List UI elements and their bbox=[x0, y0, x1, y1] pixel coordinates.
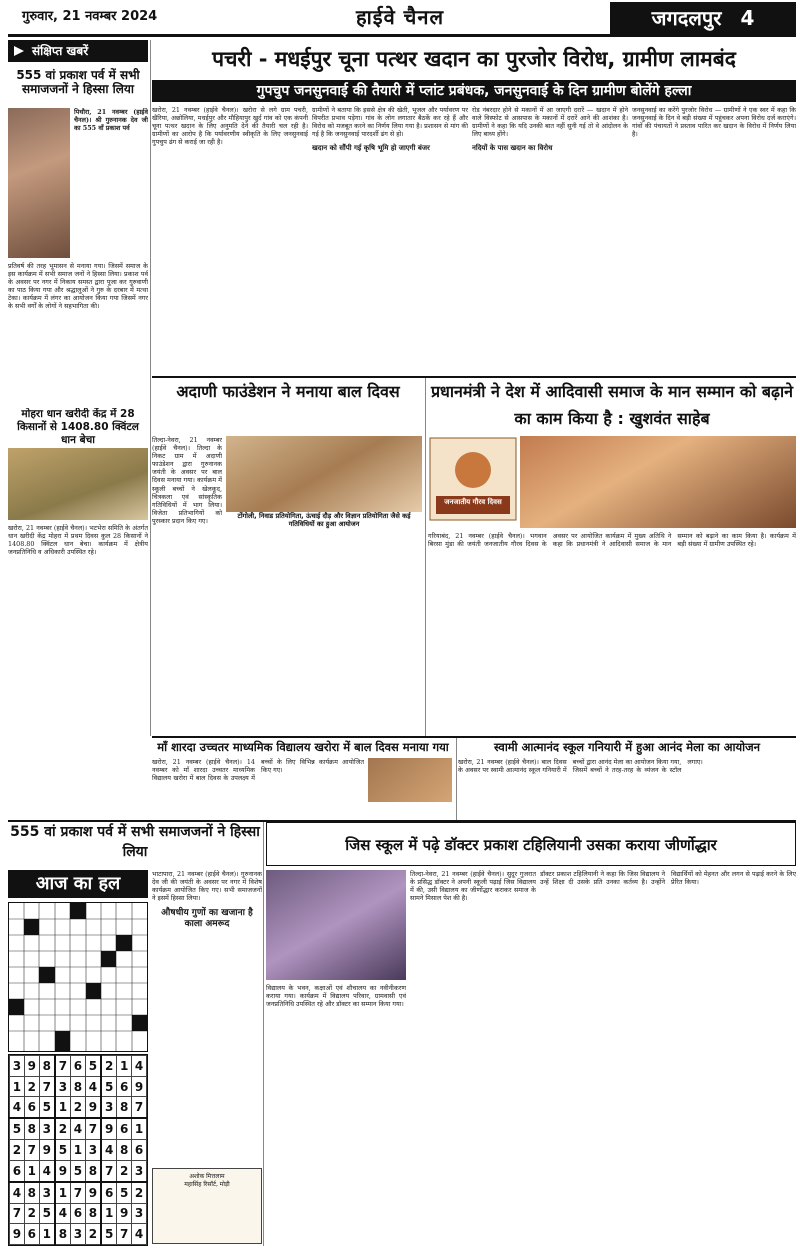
sudoku-cell: 4 bbox=[101, 1140, 117, 1161]
sudoku-cell: 2 bbox=[132, 1182, 147, 1203]
school3-col0: विद्यालय के भवन, कक्षाओं एवं शौचालय का नवीनीकरण कराया गया। कार्यक्रम में विद्यालय परिवार, ग्रामवासी एवं जनप्रतिनिधि उपस्थित रहे और डॉक्टर का सम्मान किया गया। bbox=[266, 984, 406, 1009]
newspaper-brand: हाईवे चैनल bbox=[355, 5, 445, 29]
d555-subheading: औषधीय गुणों का खजाना है काला अमरूद bbox=[161, 908, 253, 930]
sudoku-cell: 4 bbox=[71, 1118, 86, 1139]
sudoku-cell: 3 bbox=[10, 1056, 25, 1077]
sudoku-cell: 5 bbox=[85, 1056, 101, 1077]
sudoku-row bbox=[10, 1140, 147, 1161]
sidebar-photo2 bbox=[8, 448, 148, 520]
page-number: 4 bbox=[740, 6, 755, 30]
sidebar-story2-title: मोहरा धान खरीदी केंद्र में 28 किसानों से 1408.80 क्विंटल धान बेचा bbox=[17, 408, 139, 444]
sudoku-cell: 1 bbox=[39, 1224, 55, 1245]
sudoku-cell: 8 bbox=[117, 1140, 132, 1161]
sudoku-cell: 2 bbox=[55, 1118, 71, 1139]
sudoku-cell: 1 bbox=[10, 1076, 25, 1097]
sudoku-cell: 6 bbox=[71, 1056, 86, 1077]
sudoku-cell: 3 bbox=[55, 1076, 71, 1097]
pm-body: गरियाबंद, 21 नवम्बर (हाईवे चैनल)। भगवान बिरसा मुंडा की जयंती जनजातीय गौरव दिवस के अवसर पर आयोजित कार्यक्रम में मुख्य अतिथि ने कहा कि प्रधानमंत्री ने आदिवासी समाज के मान सम्मान को बढ़ाने का काम किया है। कार्यक्रम में बड़ी संख्या में ग्रामीण उपस्थित रहे। bbox=[428, 532, 796, 549]
lead-column-1: खरोरा, 21 नवम्बर (हाईवे चैनल)। खरोरा से लगे ग्राम पचरी, खैरिया, अछोलिया, मधईपुर और मौहियापुर खुर्द गांव को एक कंपनी चूना पत्थर खदान के लिए अनुमति देने की तैयारी चल रही है। ग्रामीणों का आरोप है कि पर्यावरणीय स्वीकृति के लिए जनसुनवाई गुपचुप ढंग से कराई जा रही है। bbox=[152, 106, 308, 147]
column-rule bbox=[425, 378, 426, 736]
sudoku-cell: 9 bbox=[24, 1056, 39, 1077]
sudoku-cell: 4 bbox=[39, 1160, 55, 1181]
sudoku-cell: 1 bbox=[101, 1203, 117, 1224]
sudoku-cell: 8 bbox=[71, 1076, 86, 1097]
column-rule bbox=[456, 738, 457, 820]
sudoku-cell: 2 bbox=[117, 1160, 132, 1181]
sudoku-row bbox=[10, 1056, 147, 1077]
lead-subhead: गुपचुप जनसुनवाई की तैयारी में प्लांट प्रबंधक, जनसुनवाई के दिन ग्रामीण बोलेंगे हल्ला bbox=[152, 80, 796, 102]
sudoku-cell: 8 bbox=[55, 1224, 71, 1245]
sudoku-cell: 9 bbox=[101, 1118, 117, 1139]
event-banner bbox=[428, 436, 518, 522]
sudoku-cell: 7 bbox=[55, 1056, 71, 1077]
masthead-rule bbox=[8, 34, 796, 37]
school1-body: खरोरा, 21 नवम्बर (हाईवे चैनल)। 14 नवम्बर को माँ शारदा उच्चतर माध्यमिक विद्यालय खरोरा में बाल दिवस के उपलक्ष्य में बच्चों के लिए विभिन्न कार्यक्रम आयोजित किए गए। bbox=[152, 758, 364, 783]
sudoku-cell: 9 bbox=[85, 1182, 101, 1203]
sudoku-cell: 2 bbox=[24, 1203, 39, 1224]
sudoku-cell: 1 bbox=[132, 1118, 147, 1139]
sudoku-cell: 5 bbox=[117, 1182, 132, 1203]
brief-news-header: संक्षिप्त खबरें bbox=[8, 40, 148, 62]
sudoku-cell: 1 bbox=[55, 1182, 71, 1203]
sudoku-cell: 3 bbox=[85, 1140, 101, 1161]
sudoku-row bbox=[10, 1160, 147, 1181]
sudoku-cell: 9 bbox=[132, 1076, 147, 1097]
sudoku-cell: 4 bbox=[132, 1224, 147, 1245]
sudoku-cell: 1 bbox=[117, 1056, 132, 1077]
school3-headline: जिस स्कूल में पढ़े डॉक्टर प्रकाश टहिलियानी उसका कराया जीर्णोद्धार bbox=[266, 822, 796, 866]
lead-subheading-1: खदान को सौंपी गई कृषि भूमि हो जाएगी बंजर bbox=[312, 144, 430, 153]
sudoku-cell: 7 bbox=[85, 1118, 101, 1139]
sudoku-row bbox=[10, 1203, 147, 1224]
sudoku-cell: 1 bbox=[24, 1160, 39, 1181]
edition-city-name: जगदलपुर bbox=[651, 6, 722, 30]
sudoku-row bbox=[10, 1224, 147, 1245]
sudoku-cell: 3 bbox=[39, 1118, 55, 1139]
sudoku-cell: 5 bbox=[39, 1097, 55, 1118]
lead-column-2: ग्रामीणों ने बताया कि इससे क्षेत्र की खेती, भूजल और पर्यावरण पर विपरीत प्रभाव पड़ेगा। गांव के लोग लगातार बैठकें कर रहे हैं और विरोध को मजबूत करने का निर्णय लिया गया है। प्रशासन से मांग की गई है कि जनसुनवाई पारदर्शी ढंग से हो। खदान को सौंपी गई कृषि भूमि हो जाएगी बंजर bbox=[312, 106, 468, 153]
sudoku-row bbox=[10, 1118, 147, 1139]
sudoku-cell: 7 bbox=[24, 1140, 39, 1161]
advertisement: अशोक मित्तलाम महासिंह रिसॉर्ट, मोड़ी bbox=[152, 1168, 262, 1244]
school1-headline: माँ शारदा उच्चतर माध्यमिक विद्यालय खरोरा में बाल दिवस मनाया गया bbox=[157, 740, 449, 754]
sudoku-cell: 4 bbox=[55, 1203, 71, 1224]
event-banner-title: जनजातीय गौरव दिवस bbox=[444, 498, 502, 506]
edition-city bbox=[610, 2, 796, 34]
sudoku-cell: 6 bbox=[101, 1182, 117, 1203]
sudoku-cell: 7 bbox=[117, 1224, 132, 1245]
sudoku-cell: 8 bbox=[85, 1203, 101, 1224]
sudoku-cell: 4 bbox=[132, 1056, 147, 1077]
sudoku-cell: 5 bbox=[101, 1076, 117, 1097]
school3-photo bbox=[266, 870, 406, 980]
sudoku-table bbox=[9, 1055, 147, 1245]
sudoku-cell: 3 bbox=[39, 1182, 55, 1203]
sidebar-story-body: प्रतिवर्ष की तरह भूमासन से मनाया गया। जिसमें समाज के इस कार्यक्रम में सभी समाज जनों ने हिस्सा लिया। प्रकाश पर्व के अवसर पर नगर में निकाय समस्त द्वारा पूजा कर गुरुवाणी का पाठ किया गया और श्रद्धालुओं ने गुरु के दरबार में मत्था टेका। कार्यक्रम में लंगर का आयोजन किया गया जिसमें नगर के सभी वर्गों के लोगों ने सहभागिता की। bbox=[8, 262, 148, 310]
sudoku-row bbox=[10, 1182, 147, 1203]
arrow-icon bbox=[14, 46, 24, 56]
sudoku-cell: 8 bbox=[24, 1118, 39, 1139]
sudoku-cell: 2 bbox=[24, 1076, 39, 1097]
sudoku-cell: 6 bbox=[117, 1076, 132, 1097]
sudoku-cell: 3 bbox=[71, 1224, 86, 1245]
sudoku-cell: 4 bbox=[10, 1182, 25, 1203]
lead-column-3: रोड नंबरदार होने से मकानों में आ जाएगी दरारें — खदान में होने वाले विस्फोट से आसपास के मकानों में दरारें आने की आशंका है। ग्रामीणों ने कहा कि यदि उनकी बात नहीं सुनी गई तो वे आंदोलन के लिए बाध्य होंगे। नदियों के पास खदान का विरोध bbox=[472, 106, 628, 153]
adani-photo bbox=[226, 436, 422, 512]
pm-photo bbox=[520, 436, 796, 528]
sudoku-cell: 9 bbox=[55, 1160, 71, 1181]
pm-headline: प्रधानमंत्री ने देश में आदिवासी समाज के मान सम्मान को बढ़ाने का काम किया है : खुशवंत साहेब bbox=[430, 382, 794, 428]
sudoku-cell: 2 bbox=[71, 1097, 86, 1118]
d555-body: भाटापारा, 21 नवम्बर (हाईवे चैनल)। गुरुनानक देव जी की जयंती के अवसर पर नगर में विशेष कार्यक्रम आयोजित किए गए। सभी समाजजनों ने इसमें हिस्सा लिया। औषधीय गुणों का खजाना है काला अमरूद bbox=[152, 870, 262, 930]
sudoku-cell: 6 bbox=[117, 1118, 132, 1139]
sudoku-cell: 3 bbox=[132, 1203, 147, 1224]
sudoku-cell: 8 bbox=[85, 1160, 101, 1181]
sudoku-cell: 9 bbox=[39, 1140, 55, 1161]
lead-subheading-2: नदियों के पास खदान का विरोध bbox=[472, 144, 553, 153]
column-rule bbox=[263, 822, 264, 1246]
sudoku-cell: 7 bbox=[10, 1203, 25, 1224]
sidebar-photo bbox=[8, 108, 70, 258]
d555-headline: 555 वां प्रकाश पर्व में सभी समाजजनों ने हिस्सा लिया bbox=[10, 824, 260, 860]
sudoku-cell: 9 bbox=[117, 1203, 132, 1224]
sudoku-cell: 2 bbox=[10, 1140, 25, 1161]
sudoku-cell: 7 bbox=[39, 1076, 55, 1097]
sudoku-cell: 1 bbox=[55, 1097, 71, 1118]
sudoku-cell: 8 bbox=[24, 1182, 39, 1203]
column-rule bbox=[150, 40, 151, 736]
sudoku-cell: 7 bbox=[71, 1182, 86, 1203]
sudoku-cell: 2 bbox=[85, 1224, 101, 1245]
sudoku-cell: 5 bbox=[101, 1224, 117, 1245]
sudoku-cell: 6 bbox=[24, 1224, 39, 1245]
sudoku-cell: 5 bbox=[55, 1140, 71, 1161]
school2-headline: स्वामी आत्मानंद स्कूल गनियारी में हुआ आनंद मेला का आयोजन bbox=[493, 740, 761, 754]
sudoku-solution bbox=[8, 1054, 148, 1246]
sudoku-cell: 8 bbox=[39, 1056, 55, 1077]
school3-col1: तिल्दा-नेवरा, 21 नवम्बर (हाईवे चैनल)। सुदूर गुजरात के प्रसिद्ध डॉक्टर ने अपनी स्कूली पढ़ाई जिस विद्यालय में की, उसी विद्यालय का जीर्णोद्धार कराकर समाज के सामने मिसाल पेश की है। bbox=[410, 870, 536, 903]
aaj-ka-hal-header: आज का हल bbox=[8, 870, 148, 898]
lead-column-4: जनसुनवाई का करेंगे पुरजोर विरोध — ग्रामीणों ने एक स्वर में कहा कि जनसुनवाई के दिन वे बड़ी संख्या में पहुंचकर अपना विरोध दर्ज कराएंगे। गांवों की पंचायतों ने प्रस्ताव पारित कर खदान के विरोध में निर्णय लिया है। bbox=[632, 106, 796, 139]
sidebar-story-dateline: पिथौरा, 21 नवम्बर (हाईवे चैनल)। श्री गुरुनानक देव जी का 555 वाँ प्रकाश पर्व bbox=[74, 108, 148, 132]
school1-photo bbox=[368, 758, 452, 802]
school2-body: खरोरा, 21 नवम्बर (हाईवे चैनल)। बाल दिवस के अवसर पर स्वामी आत्मानंद स्कूल गनियारी में बच्चों द्वारा आनंद मेला का आयोजन किया गया, जिसमें बच्चों ने तरह-तरह के व्यंजन के स्टॉल लगाए। bbox=[458, 758, 703, 775]
sudoku-cell: 9 bbox=[85, 1097, 101, 1118]
sudoku-row bbox=[10, 1097, 147, 1118]
adani-headline: अदाणी फाउंडेशन ने मनाया बाल दिवस bbox=[176, 382, 400, 401]
sudoku-cell: 7 bbox=[132, 1097, 147, 1118]
sudoku-cell: 9 bbox=[10, 1224, 25, 1245]
sudoku-row bbox=[10, 1076, 147, 1097]
sudoku-cell: 5 bbox=[39, 1203, 55, 1224]
lead-headline: पचरी - मधईपुर चूना पत्थर खदान का पुरजोर विरोध, ग्रामीण लामबंद bbox=[212, 47, 736, 71]
crossword-grid bbox=[8, 902, 148, 1052]
school3-col2: डॉक्टर प्रकाश टहिलियानी ने कहा कि जिस विद्यालय ने उन्हें शिक्षा दी उसके प्रति उनका कर्तव्य है। उन्होंने विद्यार्थियों को मेहनत और लगन से पढ़ाई करने के लिए प्रेरित किया। bbox=[540, 870, 796, 887]
sudoku-cell: 5 bbox=[71, 1160, 86, 1181]
sidebar-story2-body: खरोरा, 21 नवम्बर (हाईवे चैनल)। भटभेरा समिति के अंतर्गत धान खरीदी केंद्र मोहरा में प्रथम दिवस कुल 28 किसानों ने 1408.80 क्विंटल धान बेचा। कार्यक्रम में क्षेत्रीय जनप्रतिनिधि व अधिकारी उपस्थित रहे। bbox=[8, 524, 148, 556]
sudoku-cell: 4 bbox=[85, 1076, 101, 1097]
sudoku-cell: 6 bbox=[10, 1160, 25, 1181]
sudoku-cell: 2 bbox=[101, 1056, 117, 1077]
sudoku-cell: 8 bbox=[117, 1097, 132, 1118]
sidebar-story-title: 555 वां प्रकाश पर्व में सभी समाजजनों ने हिस्सा लिया bbox=[16, 68, 140, 96]
sudoku-cell: 6 bbox=[132, 1140, 147, 1161]
sudoku-cell: 7 bbox=[101, 1160, 117, 1181]
issue-date: गुरुवार, 21 नवम्बर 2024 bbox=[22, 9, 158, 24]
adani-photo-caption: टोंगोली, निवाड प्रतियोगिता, ऊंचाई दौड़ और विज्ञान प्रतियोगिता जैसे कई गतिविधियों का हुआ आयोजन bbox=[237, 512, 411, 528]
sudoku-cell: 3 bbox=[132, 1160, 147, 1181]
sudoku-cell: 6 bbox=[24, 1097, 39, 1118]
sudoku-cell: 1 bbox=[71, 1140, 86, 1161]
sudoku-cell: 3 bbox=[101, 1097, 117, 1118]
sudoku-cell: 4 bbox=[10, 1097, 25, 1118]
sudoku-cell: 6 bbox=[71, 1203, 86, 1224]
adani-body-col1: तिल्दा-नेवरा, 21 नवम्बर (हाईवे चैनल)। तिल्दा के निकट ग्राम में अदाणी फाउंडेशन द्वारा गुरुनानक जयंती के अवसर पर बाल दिवस मनाया गया। कार्यक्रम में स्कूली बच्चों ने खेलकूद, चित्रकला एवं सांस्कृतिक गतिविधियों में भाग लिया। विजेता प्रतिभागियों को पुरस्कार प्रदान किए गए। bbox=[152, 436, 222, 525]
sudoku-cell: 5 bbox=[10, 1118, 25, 1139]
